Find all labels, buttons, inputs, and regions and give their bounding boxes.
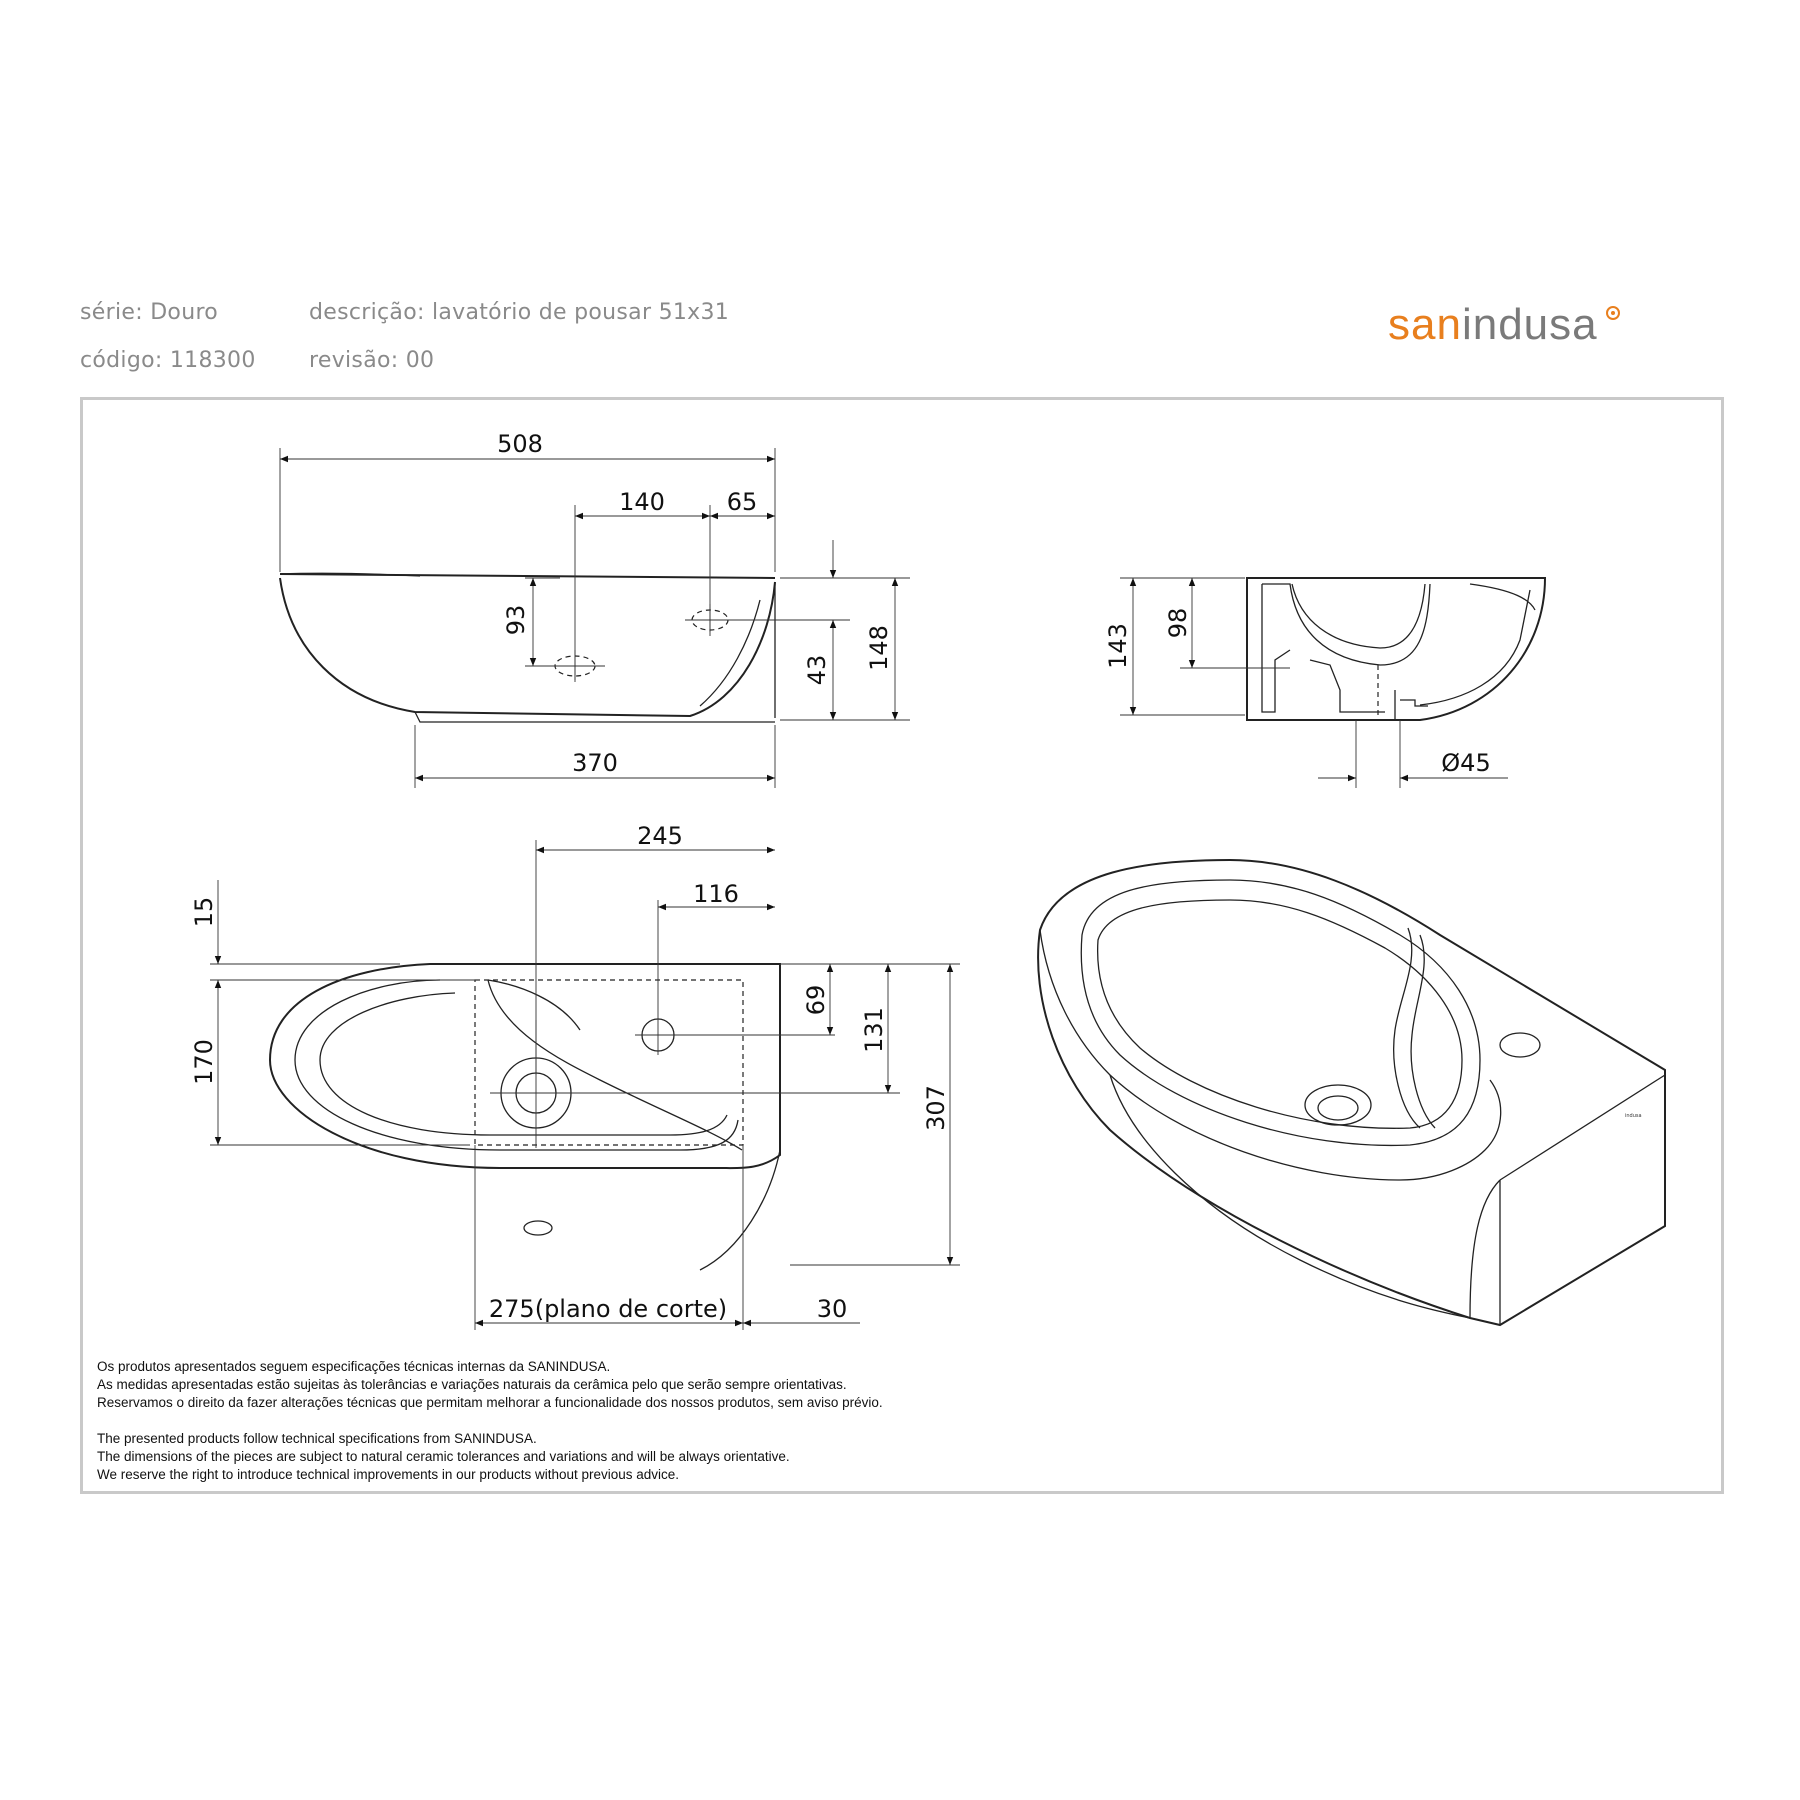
iso-drain	[1305, 1085, 1371, 1125]
dim-depth-307: 307	[922, 1085, 950, 1131]
logo-part-indusa: indusa	[1461, 300, 1598, 349]
iso-tap-hole	[1500, 1033, 1540, 1057]
dim-cut-plane-275: 275(plano de corte)	[488, 1295, 728, 1323]
code-label: código: 118300	[80, 348, 256, 373]
logo-part-san: san	[1388, 300, 1462, 349]
dim-hole-height-93: 93	[502, 604, 530, 636]
front-view	[280, 430, 910, 788]
note-en-1: The presented products follow technical specifications from SANINDUSA.	[97, 1431, 537, 1446]
dim-rear-lip-30: 30	[816, 1295, 848, 1323]
dim-base-370: 370	[572, 749, 618, 777]
iso-brand-mark: indusa	[1625, 1113, 1642, 1119]
description-label: descrição: lavatório de pousar 51x31	[309, 300, 730, 325]
note-pt-2: As medidas apresentadas estão sujeitas às tolerâncias e variações naturais da cerâmica pelo que serão sempre orientativas.	[97, 1377, 847, 1392]
dim-overflow-43: 43	[803, 654, 831, 686]
top-tap-hole	[635, 900, 835, 1055]
top-view	[190, 822, 960, 1330]
dim-drain-back-131: 131	[860, 1007, 888, 1053]
dim-tap-back-69: 69	[802, 984, 830, 1016]
dim-cut-zone-170: 170	[190, 1039, 218, 1085]
revision-label: revisão: 00	[309, 348, 435, 373]
note-en-3: We reserve the right to introduce technical improvements in our products without previous advice.	[97, 1467, 680, 1482]
isometric-view	[1038, 860, 1665, 1325]
top-drain	[490, 1020, 900, 1148]
side-section-view	[1104, 578, 1545, 788]
dim-drain-diameter: Ø45	[1441, 749, 1491, 777]
note-pt-1: Os produtos apresentados seguem especificações técnicas internas da SANINDUSA.	[97, 1359, 611, 1374]
series-label: série: Douro	[80, 300, 219, 325]
dim-hole-offset-65: 65	[726, 488, 758, 516]
dim-height-148: 148	[865, 625, 893, 671]
notes-portuguese	[97, 1358, 1297, 1412]
dim-width-508: 508	[497, 430, 543, 458]
dim-side-depth-98: 98	[1164, 607, 1192, 639]
overflow-hole	[524, 1221, 552, 1235]
notes-english	[97, 1430, 1297, 1484]
dim-top-margin-15: 15	[190, 896, 218, 928]
note-pt-3: Reservamos o direito da fazer alterações técnicas que permitam melhorar a funcionalidade dos nossos produtos, sem aviso prévio.	[97, 1395, 883, 1410]
dim-hole-spacing-140: 140	[619, 488, 665, 516]
dim-tap-116: 116	[693, 880, 739, 908]
dim-side-height-143: 143	[1104, 623, 1132, 669]
note-en-2: The dimensions of the pieces are subject to natural ceramic tolerances and variations and will be always orientative.	[97, 1449, 790, 1464]
dim-faucet-245: 245	[637, 822, 683, 850]
